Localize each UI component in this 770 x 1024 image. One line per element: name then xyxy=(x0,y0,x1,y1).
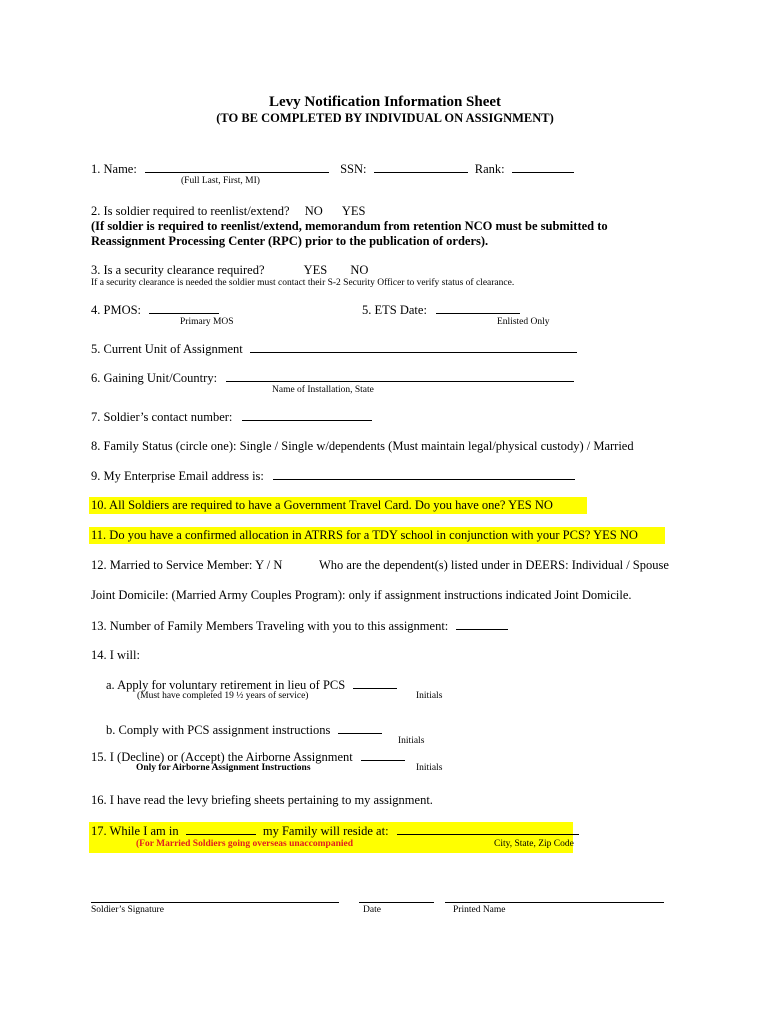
ssn-label: SSN: xyxy=(340,162,367,176)
soldier-signature-line[interactable] xyxy=(91,902,339,903)
printed-name-label: Printed Name xyxy=(453,905,506,915)
reenlist-note-line-2: Reassignment Processing Center (RPC) prior to the publication of orders). xyxy=(91,234,489,248)
current-unit-label: 5. Current Unit of Assignment xyxy=(91,342,243,356)
item-6-row xyxy=(91,370,574,386)
ssn-field[interactable] xyxy=(374,161,468,173)
married-overseas-note: (For Married Soldiers going overseas unaccompanied xyxy=(136,839,353,849)
gaining-unit-field[interactable] xyxy=(226,370,574,382)
reenlist-yes-option[interactable]: YES xyxy=(341,204,366,218)
soldier-signature-label: Soldier’s Signature xyxy=(91,905,164,915)
email-field[interactable] xyxy=(273,468,575,480)
comply-pcs-initials-field[interactable] xyxy=(338,722,382,734)
airborne-initials-field[interactable] xyxy=(361,749,405,761)
item-14b-row xyxy=(106,722,382,738)
retirement-initials-field[interactable] xyxy=(353,677,397,689)
reenlist-note-line-1: (If soldier is required to reenlist/extend, memorandum from retention NCO must be submitted to xyxy=(91,219,608,233)
page-subtitle: (TO BE COMPLETED BY INDIVIDUAL ON ASSIGNMENT) xyxy=(216,111,554,125)
item-5-ets-row xyxy=(362,302,520,318)
pmos-field[interactable] xyxy=(149,302,219,314)
item-5-unit-row xyxy=(91,341,577,357)
family-members-field[interactable] xyxy=(456,618,508,630)
family-status-line[interactable]: 8. Family Status (circle one): Single / Single w/dependents (Must maintain legal/physical custody) / Married xyxy=(91,439,634,453)
gaining-unit-hint: Name of Installation, State xyxy=(272,385,374,395)
retirement-initials-label: Initials xyxy=(416,691,443,701)
item-2-row xyxy=(91,204,366,219)
printed-name-line[interactable] xyxy=(445,902,664,903)
item-17-row xyxy=(91,823,579,839)
clearance-note: If a security clearance is needed the soldier must contact their S-2 Security Officer to verify status of clearance. xyxy=(91,278,515,288)
i-will-label: 14. I will: xyxy=(91,648,140,662)
retirement-hint: (Must have completed 19 ½ years of service) xyxy=(137,691,309,701)
current-unit-field[interactable] xyxy=(250,341,577,353)
travel-card-question[interactable]: 10. All Soldiers are required to have a Government Travel Card. Do you have one? YES NO xyxy=(89,497,587,514)
residence-label-mid: my Family will reside at: xyxy=(262,824,389,838)
joint-domicile-line: Joint Domicile: (Married Army Couples Program): only if assignment instructions indicated Joint Domicile. xyxy=(91,588,632,602)
item-4-row xyxy=(91,302,219,318)
page-title: Levy Notification Information Sheet xyxy=(268,94,502,110)
pmos-label: 4. PMOS: xyxy=(91,303,142,317)
rank-field[interactable] xyxy=(512,161,574,173)
family-members-label: 13. Number of Family Members Traveling with you to this assignment: xyxy=(91,619,449,633)
reenlist-no-option[interactable]: NO xyxy=(304,204,323,218)
airborne-initials-label: Initials xyxy=(416,763,443,773)
name-field[interactable] xyxy=(145,161,329,173)
item-3-row xyxy=(91,263,368,278)
name-label: 1. Name: xyxy=(91,162,137,176)
gaining-unit-label: 6. Gaining Unit/Country: xyxy=(91,371,218,385)
residence-label-start: 17. While I am in xyxy=(91,824,179,838)
item-7-row xyxy=(91,409,372,425)
clearance-question: 3. Is a security clearance required? xyxy=(91,263,265,277)
clearance-yes-option[interactable]: YES xyxy=(303,263,328,277)
item-13-row xyxy=(91,618,508,634)
ets-label: 5. ETS Date: xyxy=(362,303,427,317)
atrrs-question[interactable]: 11. Do you have a confirmed allocation in ATRRS for a TDY school in conjunction with your PCS? YES NO xyxy=(89,527,665,544)
date-label: Date xyxy=(363,905,381,915)
email-label: 9. My Enterprise Email address is: xyxy=(91,469,264,483)
pmos-hint: Primary MOS xyxy=(180,317,234,327)
reenlist-question: 2. Is soldier required to reenlist/extend? xyxy=(91,204,290,218)
contact-number-label: 7. Soldier’s contact number: xyxy=(91,410,233,424)
ets-date-field[interactable] xyxy=(436,302,520,314)
name-hint: (Full Last, First, MI) xyxy=(181,176,260,186)
retirement-label: a. Apply for voluntary retirement in lieu of PCS xyxy=(106,678,346,692)
briefing-sheets-line: 16. I have read the levy briefing sheets pertaining to my assignment. xyxy=(91,793,433,807)
residence-hint: City, State, Zip Code xyxy=(494,839,574,849)
ets-hint: Enlisted Only xyxy=(497,317,550,327)
airborne-hint: Only for Airborne Assignment Instructions xyxy=(136,763,311,773)
date-line[interactable] xyxy=(359,902,434,903)
item-9-row xyxy=(91,468,575,484)
clearance-no-option[interactable]: NO xyxy=(350,263,369,277)
overseas-location-field[interactable] xyxy=(186,823,256,835)
family-residence-field[interactable] xyxy=(397,823,579,835)
comply-pcs-label: b. Comply with PCS assignment instructions xyxy=(106,723,331,737)
contact-number-field[interactable] xyxy=(242,409,372,421)
airborne-label: 15. I (Decline) or (Accept) the Airborne Assignment xyxy=(91,750,353,764)
comply-pcs-initials-label: Initials xyxy=(398,736,425,746)
item-1-row xyxy=(91,161,574,177)
rank-label: Rank: xyxy=(474,162,505,176)
married-service-member-label[interactable]: 12. Married to Service Member: Y / N xyxy=(91,558,283,572)
deers-dependents-label[interactable]: Who are the dependent(s) listed under in DEERS: Individual / Spouse xyxy=(319,558,669,572)
